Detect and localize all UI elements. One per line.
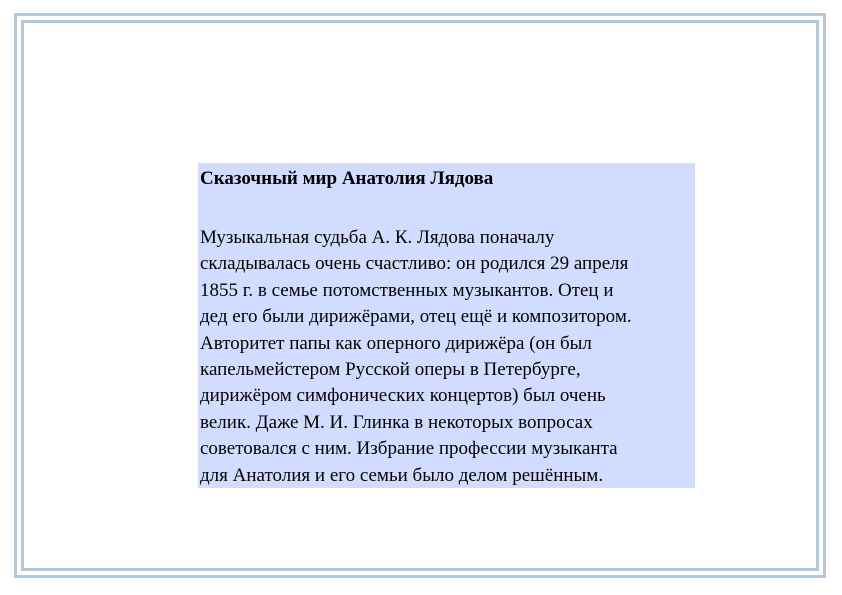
body-line: Музыкальная судьба А. К. Лядова поначалу xyxy=(200,227,555,248)
body-paragraph xyxy=(200,225,695,489)
body-line: капельмейстером Русской оперы в Петербурге, xyxy=(200,359,581,381)
body-line: дирижёром симфонических концертов) был очень xyxy=(200,385,606,407)
body-line: Авторитет папы как оперного дирижёра (он был xyxy=(200,332,592,354)
text-block xyxy=(198,163,695,488)
body-line: 1855 г. в семье потомственных музыкантов. Отец и xyxy=(200,279,614,301)
body-line: советовался с ним. Избрание профессии музыканта xyxy=(200,438,618,460)
slide-title: Сказочный мир Анатолия Лядова xyxy=(200,168,494,189)
body-line: для Анатолия и его семьи было делом решённым. xyxy=(200,464,604,486)
body-line: дед его были дирижёрами, отец ещё и композитором. xyxy=(200,306,632,328)
body-line: велик. Даже М. И. Глинка в некоторых вопросах xyxy=(200,411,593,433)
body-line: складывалась очень счастливо: он родился 29 апреля xyxy=(200,253,629,275)
title-spacer xyxy=(200,192,695,225)
